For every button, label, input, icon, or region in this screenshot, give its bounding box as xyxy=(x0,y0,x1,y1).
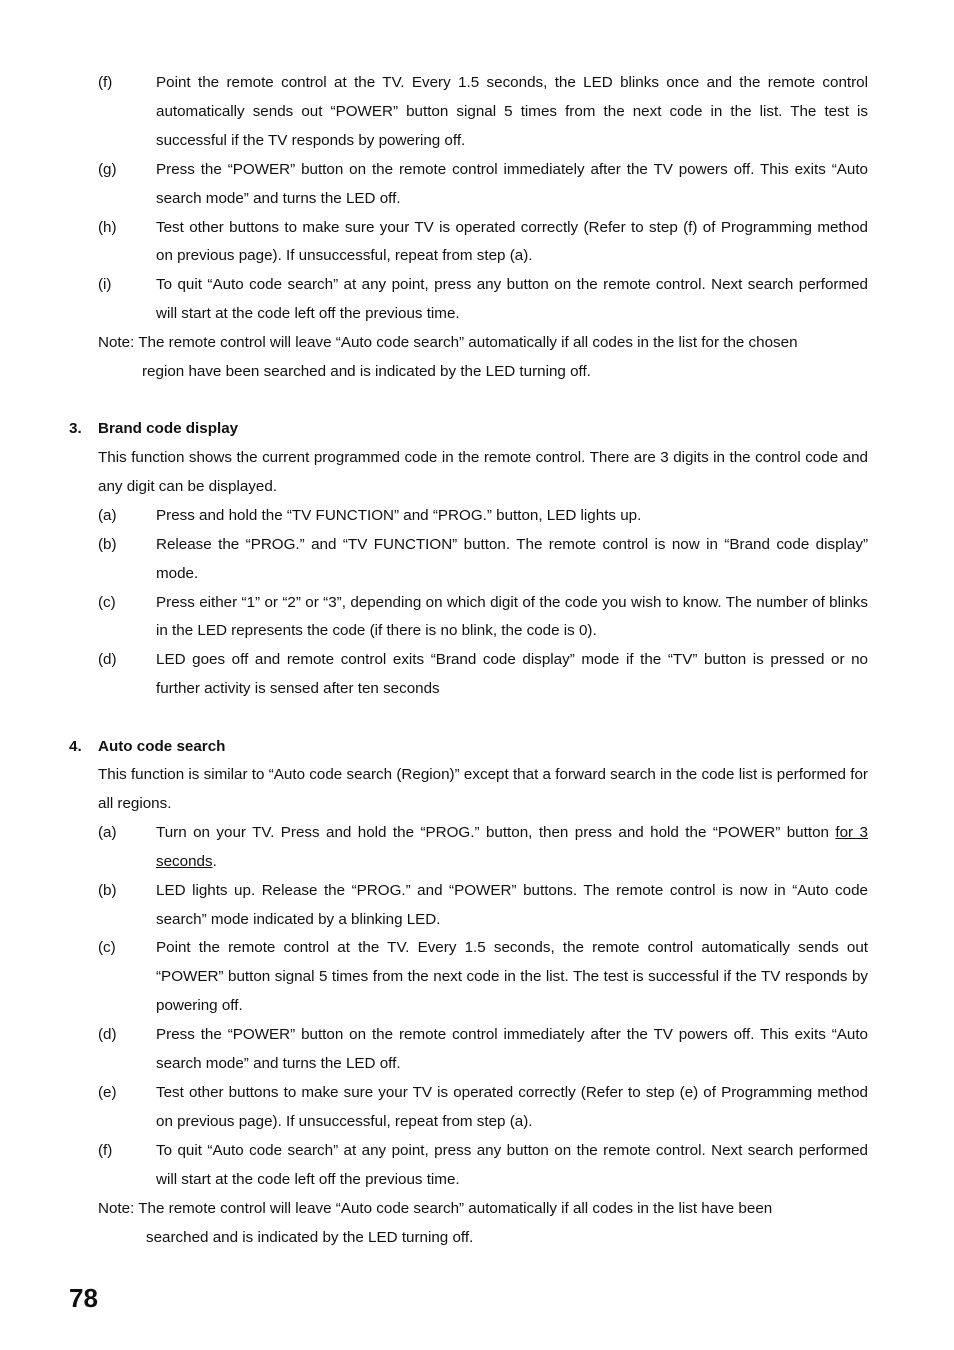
step-label: (a) xyxy=(98,506,117,524)
step-text: Point the remote control at the TV. Every 1.5 seconds, the remote control automatically sends out “POWER” button signal 5 times from the next code in the list. The test is successful if the TV responds by powering off. xyxy=(156,939,868,1015)
section-number: 3. xyxy=(69,420,82,437)
step-label: (g) xyxy=(98,160,117,178)
section-title: Auto code search xyxy=(98,738,226,755)
step-text: Point the remote control at the TV. Every 1.5 seconds, the LED blinks once and the remote control automatically sends out “POWER” button signal 5 times from the next code in the list. The test is successful if the TV responds by powering off. xyxy=(156,74,868,149)
step-d xyxy=(98,1021,868,1079)
step-text-end: . xyxy=(212,852,217,870)
underlined-duration: for 3 seconds xyxy=(156,823,868,870)
step-label: (d) xyxy=(98,1026,117,1044)
step-a xyxy=(98,502,868,531)
prev-section-steps xyxy=(98,69,868,387)
step-g xyxy=(98,156,868,214)
section-heading-auto-code-search xyxy=(69,733,225,762)
section-number: 4. xyxy=(69,738,82,755)
step-text: Test other buttons to make sure your TV is operated correctly (Refer to step (e) of Programming method on previous page). If unsuccessful, repeat from step (a). xyxy=(156,1083,868,1130)
step-i xyxy=(98,271,868,329)
step-h xyxy=(98,214,868,272)
step-e xyxy=(98,1079,868,1137)
note xyxy=(98,1195,868,1253)
step-b xyxy=(98,531,868,589)
step-d xyxy=(98,646,868,704)
step-c xyxy=(98,589,868,647)
step-label: (c) xyxy=(98,939,116,957)
brand-code-display-section xyxy=(98,444,868,704)
step-text: Turn on your TV. Press and hold the “PROG.” button, then press and hold the “POWER” button xyxy=(156,823,836,841)
step-label: (f) xyxy=(98,74,113,91)
step-label: (b) xyxy=(98,535,117,553)
step-text: To quit “Auto code search” at any point, press any button on the remote control. Next search performed will start at the code left off the previous time. xyxy=(156,1141,868,1188)
step-label: (b) xyxy=(98,881,117,899)
step-f xyxy=(98,1137,868,1195)
step-f xyxy=(98,69,868,156)
step-text: Press and hold the “TV FUNCTION” and “PROG.” button, LED lights up. xyxy=(156,506,642,524)
step-text: LED lights up. Release the “PROG.” and “POWER” buttons. The remote control is now in “Auto code search” mode indicated by a blinking LED. xyxy=(156,881,868,928)
step-text: Press the “POWER” button on the remote control immediately after the TV powers off. This exits “Auto search mode” and turns the LED off. xyxy=(156,160,868,207)
page-number: 78 xyxy=(69,1283,98,1313)
step-label: (i) xyxy=(98,276,112,294)
step-text: Release the “PROG.” and “TV FUNCTION” button. The remote control is now in “Brand code display” mode. xyxy=(156,535,868,582)
step-a xyxy=(98,819,868,877)
step-c xyxy=(98,934,868,1021)
note xyxy=(98,329,868,387)
section-intro: This function is similar to “Auto code search (Region)” except that a forward search in the code list is performed for all regions. xyxy=(98,766,868,812)
note-line-1: Note: The remote control will leave “Auto code search” automatically if all codes in the list have been xyxy=(98,1199,773,1217)
step-label: (e) xyxy=(98,1083,117,1101)
step-text: Press the “POWER” button on the remote control immediately after the TV powers off. This exits “Auto search mode” and turns the LED off. xyxy=(156,1026,868,1073)
step-label: (f) xyxy=(98,1141,113,1159)
section-intro: This function shows the current programmed code in the remote control. There are 3 digits in the control code and any digit can be displayed. xyxy=(98,449,868,495)
step-text: Test other buttons to make sure your TV is operated correctly (Refer to step (f) of Programming method on previous page). If unsuccessful, repeat from step (a). xyxy=(156,218,868,265)
note-line-2: region have been searched and is indicated by the LED turning off. xyxy=(142,363,591,381)
step-label: (c) xyxy=(98,593,116,611)
step-text: LED goes off and remote control exits “Brand code display” mode if the “TV” button is pressed or no further activity is sensed after ten seconds xyxy=(156,651,868,698)
step-label: (h) xyxy=(98,218,117,236)
note-line-1: Note: The remote control will leave “Auto code search” automatically if all codes in the list for the chosen xyxy=(98,334,798,352)
auto-code-search-section xyxy=(98,761,868,1252)
step-label: (d) xyxy=(98,651,117,669)
note-line-2: searched and is indicated by the LED turning off. xyxy=(146,1228,474,1246)
step-text: To quit “Auto code search” at any point, press any button on the remote control. Next search performed will start at the code left off the previous time. xyxy=(156,276,868,323)
step-b xyxy=(98,877,868,935)
step-text: Press either “1” or “2” or “3”, depending on which digit of the code you wish to know. The number of blinks in the LED represents the code (if there is no blink, the code is 0). xyxy=(156,593,868,640)
section-title: Brand code display xyxy=(98,420,239,437)
step-label: (a) xyxy=(98,823,117,841)
section-heading-brand-code-display xyxy=(69,415,238,444)
